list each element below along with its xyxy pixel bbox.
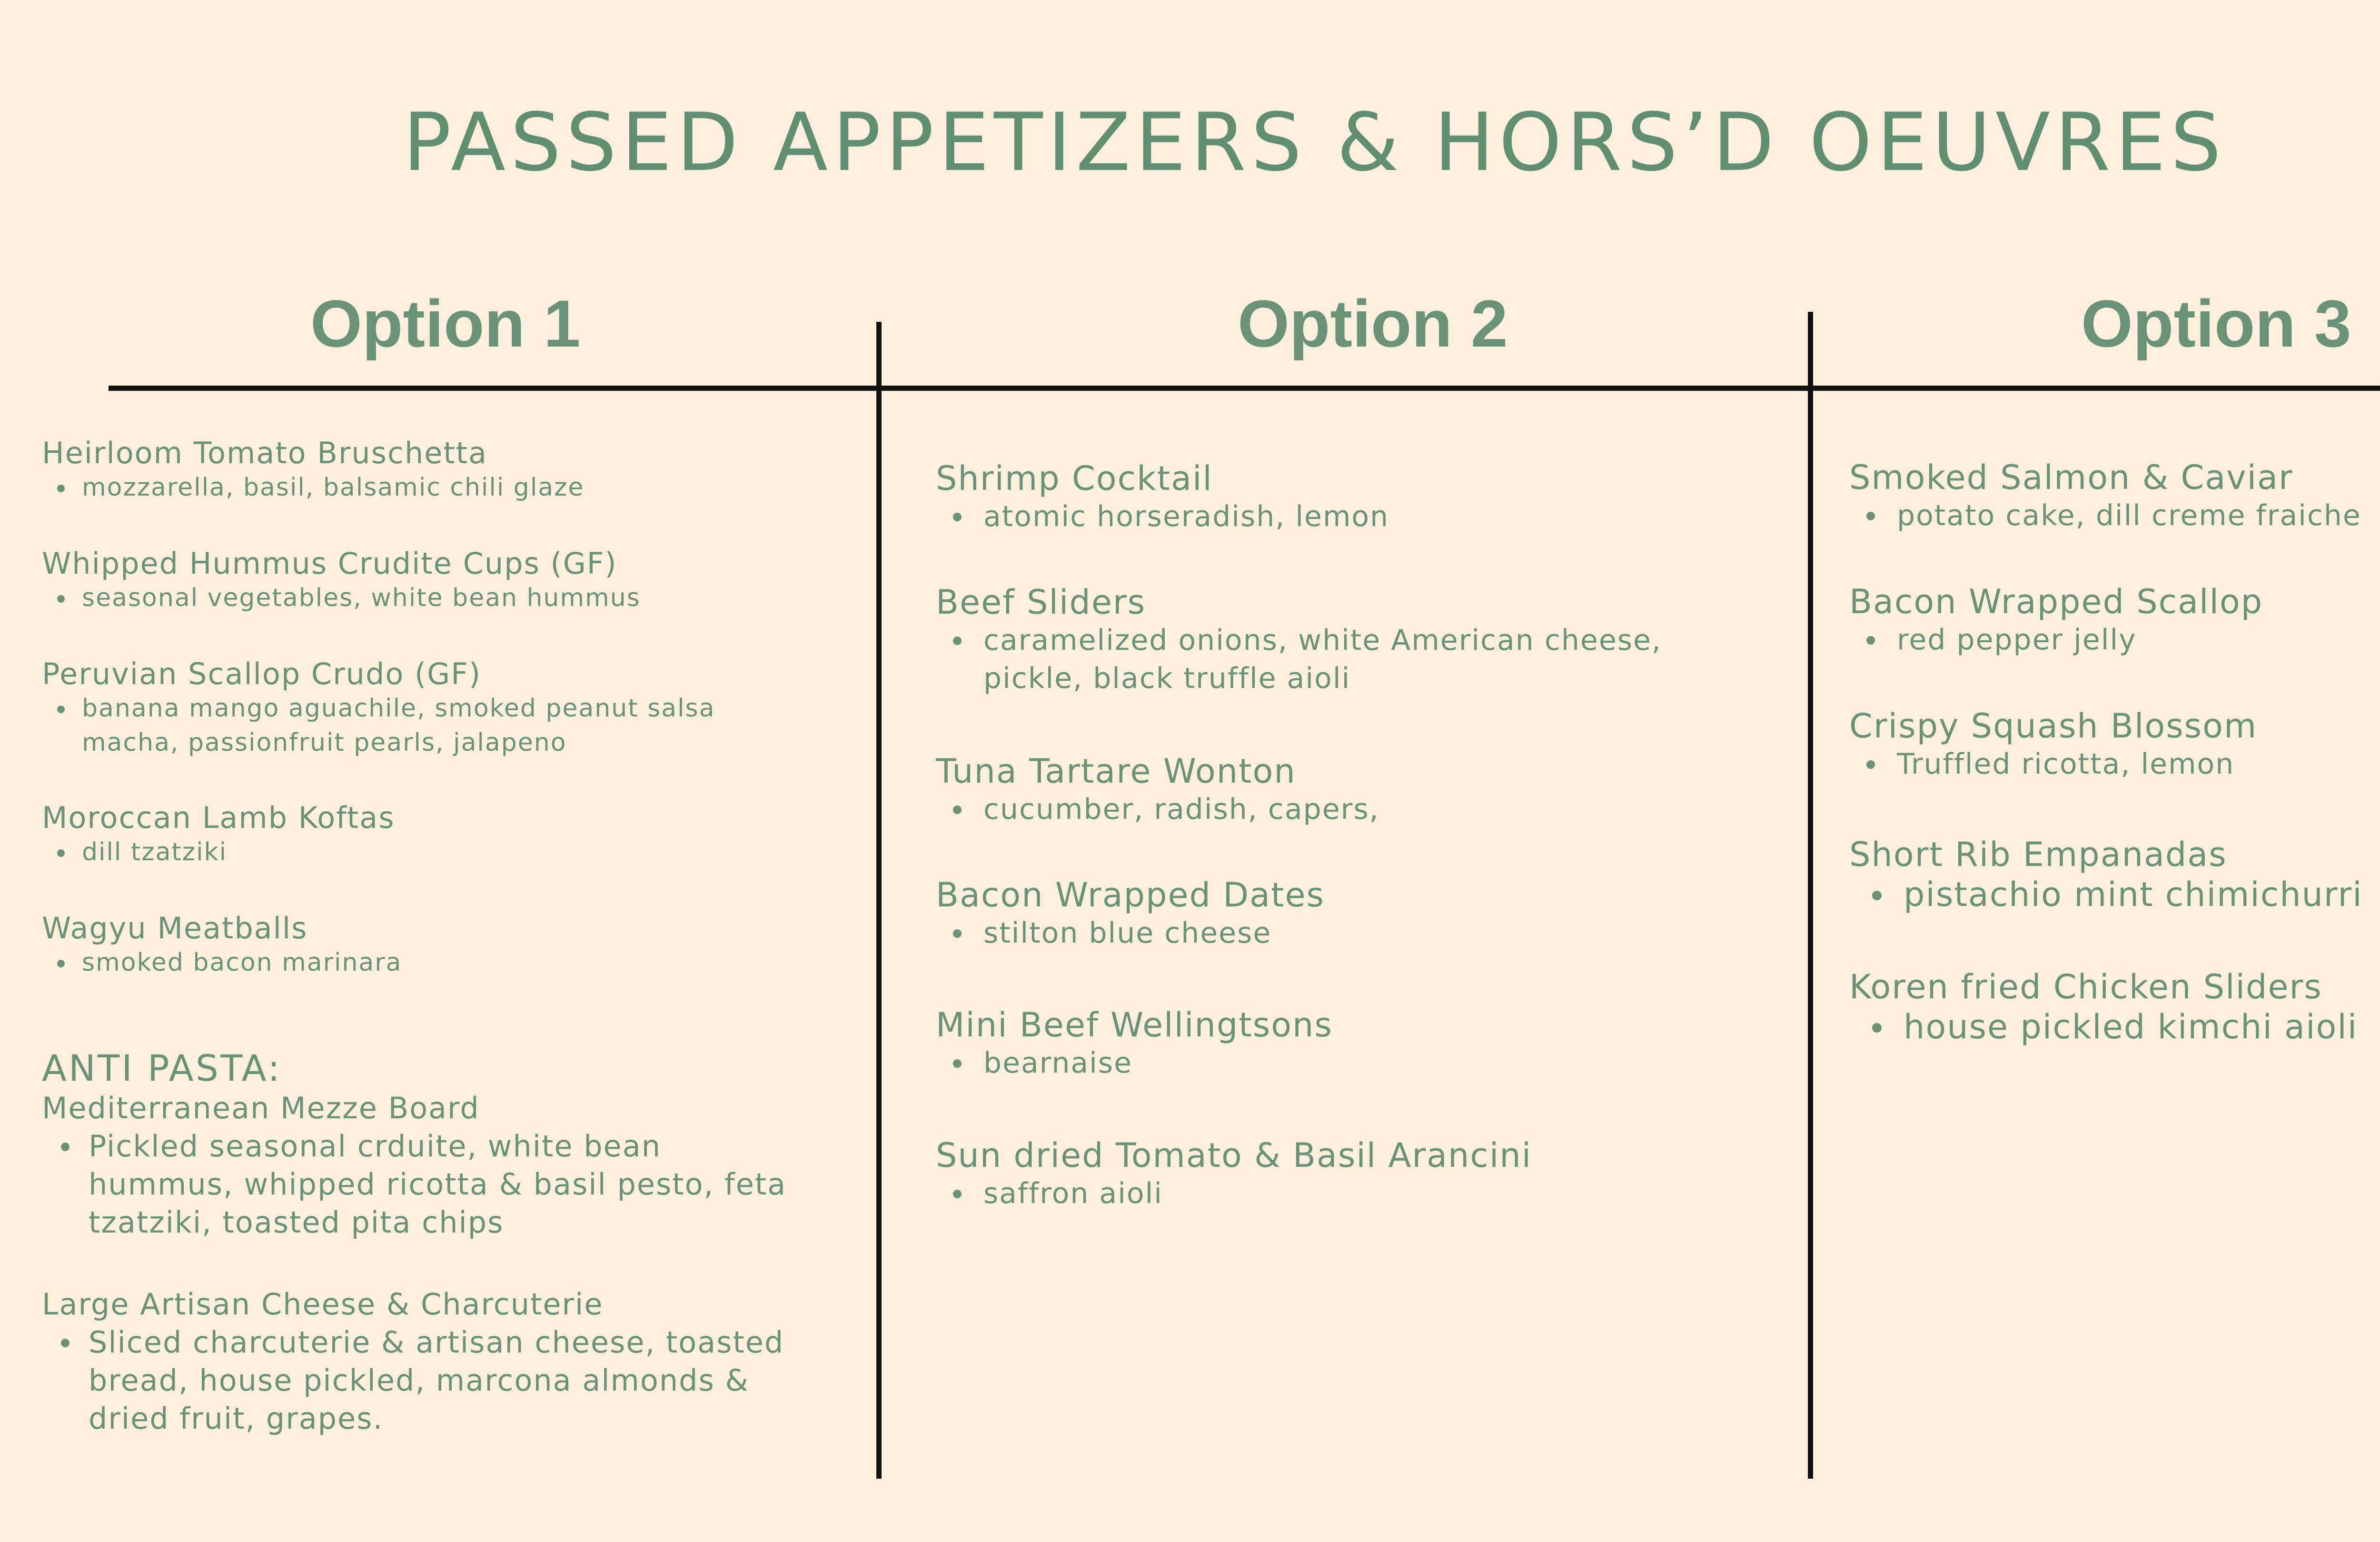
column-divider-2 (1808, 312, 1813, 1479)
item-description: dill tzatziki (42, 835, 395, 869)
item-name: Peruvian Scallop Crudo (GF) (42, 657, 482, 691)
anti-pasta-section (42, 1047, 786, 1242)
menu-item (42, 1285, 784, 1438)
item-description: smoked bacon marinara (42, 945, 402, 980)
menu-item (1849, 583, 2263, 659)
item-name: Sun dried Tomato & Basil Arancini (936, 1136, 1532, 1175)
menu-item (42, 801, 395, 869)
item-name: Koren fried Chicken Sliders (1849, 967, 2322, 1006)
item-description: Truffled ricotta, lemon (1849, 745, 2257, 783)
item-description: caramelized onions, white American cheese, pickle, black truffle aioli (936, 621, 1662, 697)
item-name: Smoked Salmon & Caviar (1849, 458, 2293, 497)
menu-item (1849, 836, 2363, 915)
item-description: banana mango aguachile, smoked peanut salsa macha, passionfruit pearls, jalapeno (42, 691, 715, 760)
item-name: Mediterranean Mezze Board (42, 1091, 480, 1125)
item-name: Moroccan Lamb Koftas (42, 800, 395, 835)
item-description: pistachio mint chimichurri (1849, 874, 2363, 915)
item-name: Shrimp Cocktail (936, 459, 1213, 498)
menu-item (936, 752, 1379, 828)
item-description: red pepper jelly (1849, 621, 2263, 659)
item-name: Tuna Tartare Wonton (936, 752, 1296, 791)
menu-item (42, 436, 584, 505)
item-name: Crispy Squash Blossom (1849, 706, 2258, 746)
item-name: Short Rib Empanadas (1849, 835, 2227, 874)
menu-item (936, 876, 1325, 952)
anti-pasta-heading: ANTI PASTA: (42, 1047, 282, 1089)
menu-item (936, 1006, 1333, 1082)
item-name: Large Artisan Cheese & Charcuterie (42, 1287, 604, 1322)
item-name: Bacon Wrapped Scallop (1849, 582, 2263, 621)
item-description: saffron aioli (936, 1174, 1532, 1213)
menu-item (1849, 458, 2361, 535)
menu-item (1849, 968, 2358, 1048)
item-name: Mini Beef Wellingtsons (936, 1005, 1333, 1045)
item-name: Whipped Hummus Crudite Cups (GF) (42, 546, 617, 581)
menu-item (1849, 707, 2257, 783)
item-description: atomic horseradish, lemon (936, 497, 1389, 536)
item-name: Wagyu Meatballs (42, 911, 308, 945)
item-description: bearnaise (936, 1044, 1333, 1082)
item-description: potato cake, dill creme fraiche (1849, 497, 2361, 535)
page-title: PASSED APPETIZERS & HORS’D OEUVRES (403, 96, 2226, 189)
column-divider-1 (876, 322, 882, 1479)
option-2-heading: Option 2 (1238, 286, 1508, 361)
menu-item (936, 459, 1389, 536)
item-description: seasonal vegetables, white bean hummus (42, 581, 641, 615)
item-description: Sliced charcuterie & artisan cheese, toasted bread, house pickled, marcona almonds & dried fruit, grapes. (42, 1323, 784, 1438)
item-description: house pickled kimchi aioli (1849, 1006, 2358, 1048)
option-3-heading: Option 3 (2081, 286, 2351, 361)
item-name: Bacon Wrapped Dates (936, 875, 1325, 915)
menu-item (42, 547, 641, 615)
item-description: Pickled seasonal crduite, white bean hummus, whipped ricotta & basil pesto, feta tzatziki, toasted pita chips (42, 1127, 786, 1242)
menu-item (936, 583, 1662, 697)
menu-item (42, 911, 402, 980)
item-description: cucumber, radish, capers, (936, 790, 1379, 828)
header-divider (109, 386, 2380, 391)
item-description: stilton blue cheese (936, 914, 1325, 952)
menu-item (936, 1136, 1532, 1213)
option-1-heading: Option 1 (310, 286, 581, 361)
item-name: Heirloom Tomato Bruschetta (42, 436, 488, 470)
item-description: mozzarella, basil, balsamic chili glaze (42, 470, 584, 505)
menu-item (42, 657, 715, 760)
item-name: Beef Sliders (936, 583, 1146, 622)
